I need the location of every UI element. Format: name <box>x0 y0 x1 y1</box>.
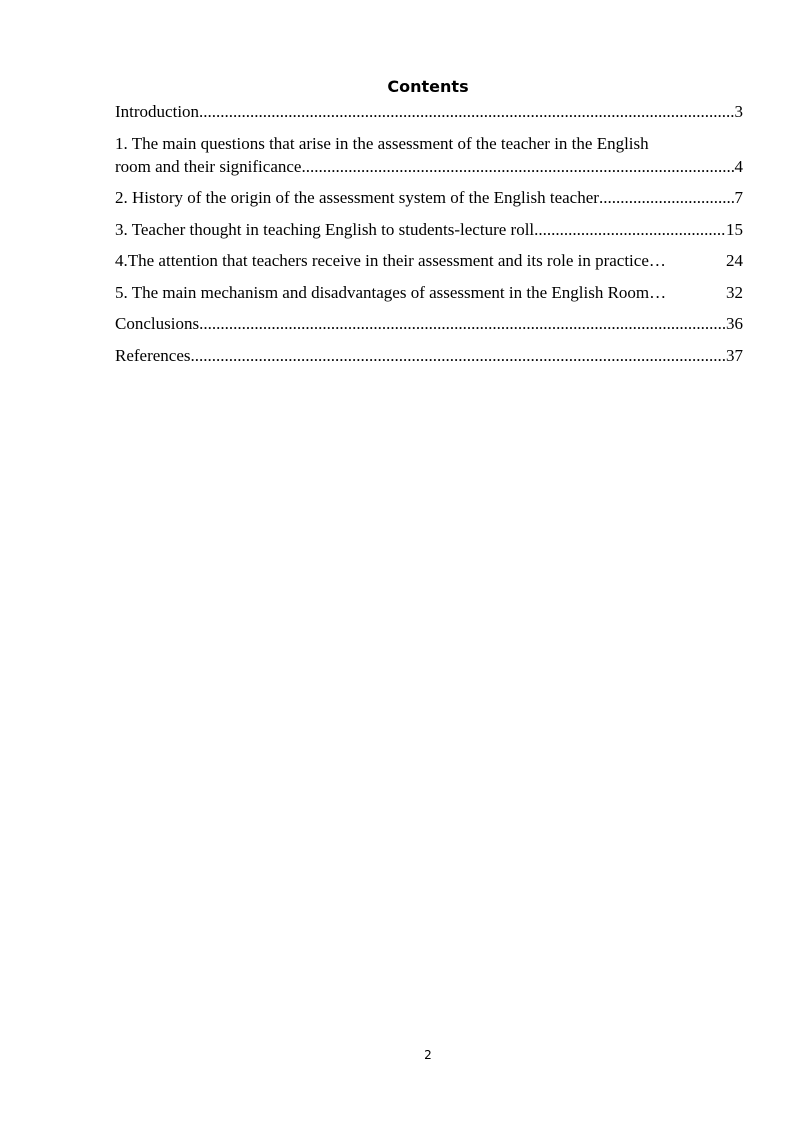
dot-leader <box>649 281 726 304</box>
dot-leader <box>301 155 734 178</box>
toc-entry-attention[interactable] <box>115 249 743 272</box>
dot-leader <box>199 312 726 335</box>
toc-entry-conclusions[interactable] <box>115 312 743 335</box>
toc-entry-second-line <box>115 155 743 178</box>
toc-entry-page: 37 <box>726 345 743 365</box>
toc-entry-text <box>115 132 743 178</box>
toc-entry-references[interactable] <box>115 344 743 367</box>
toc-entry-introduction[interactable] <box>115 100 743 123</box>
toc-entry-label: 5. The main mechanism and disadvantages of assessment in the English Room <box>115 282 650 302</box>
toc-entry-page: 15 <box>726 219 743 239</box>
toc-entry-page: 7 <box>734 188 743 207</box>
toc-entry-history[interactable] <box>115 186 743 209</box>
toc-entry-page: 3 <box>734 102 743 121</box>
toc-entry-page: 4 <box>734 156 743 176</box>
toc-entry-label: Introduction <box>115 102 200 121</box>
dot-leader <box>649 249 726 272</box>
toc-entry-label-line2: room and their significance <box>115 156 302 176</box>
toc-entry-label-line1: 1. The main questions that arise in the assessment of the teacher in the English <box>115 133 649 153</box>
dot-leader <box>191 344 726 367</box>
dot-leader <box>199 100 734 123</box>
toc-entry-teacher-thought[interactable] <box>115 218 743 241</box>
contents-heading: Contents <box>387 77 469 96</box>
toc-entry-page: 36 <box>726 314 743 333</box>
toc-entry-label: References <box>115 345 191 365</box>
dot-leader <box>599 186 735 209</box>
toc-entry-page: 32 <box>726 282 743 302</box>
toc-entry-label: Conclusions <box>115 314 200 333</box>
toc-entry-label: 3. Teacher thought in teaching English to students-lecture roll <box>115 219 535 239</box>
toc-entry-label: 2. History of the origin of the assessment system of the English teacher <box>115 188 599 207</box>
page-number: 2 <box>424 1048 432 1062</box>
table-of-contents <box>115 100 743 375</box>
toc-entry-mechanism[interactable] <box>115 281 743 304</box>
toc-entry-page: 24 <box>726 251 743 270</box>
toc-entry-main-questions[interactable] <box>115 132 743 178</box>
toc-entry-label: 4.The attention that teachers receive in their assessment and its role in practice <box>115 251 649 270</box>
dot-leader <box>534 218 726 241</box>
